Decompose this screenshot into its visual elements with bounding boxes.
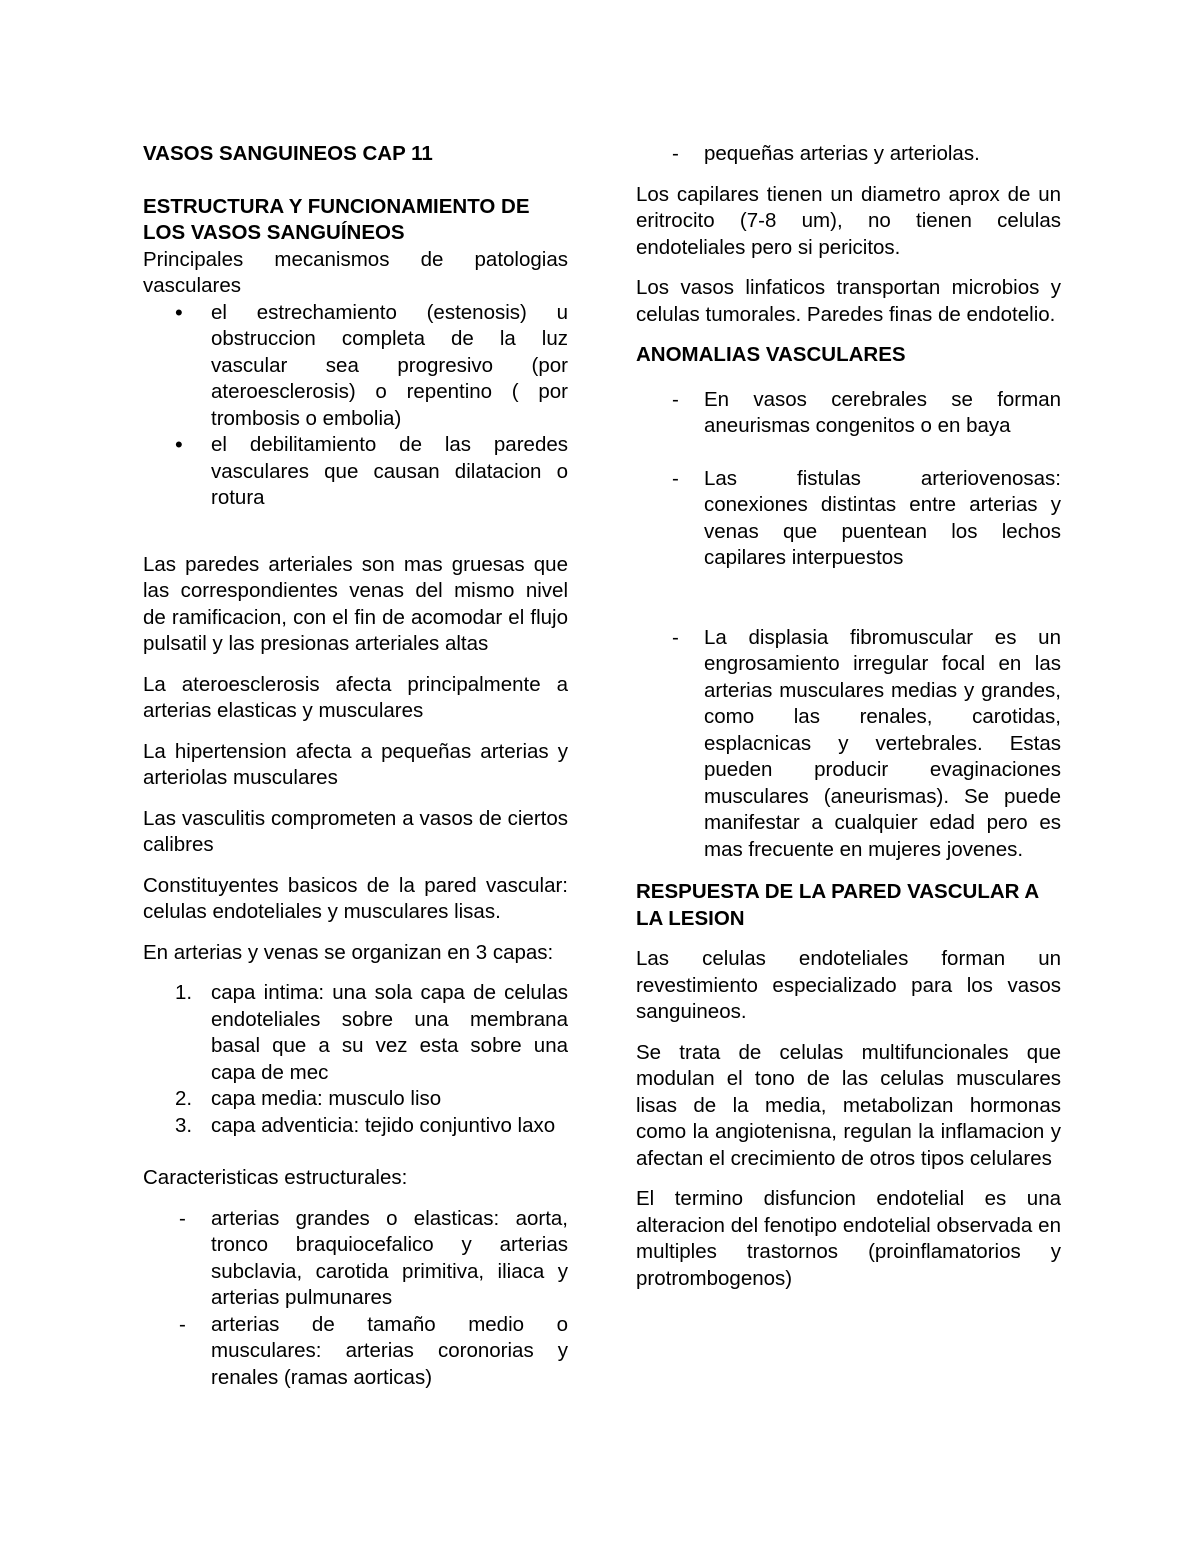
arteries-list [143,1206,568,1392]
paragraph-disfuncion: El termino disfuncion endotelial es una alteracion del fenotipo endotelial observada en multiples trastornos (proinflamatorios y protrombogenos) [636,1187,1061,1290]
right-column [636,141,1061,1292]
section-heading-anomalias: ANOMALIAS VASCULARES [636,343,906,366]
paragraph-vasculitis: Las vasculitis comprometen a vasos de ciertos calibres [143,806,568,856]
list-item: • el estrechamiento (estenosis) u obstruccion completa de la luz vascular sea progresivo (por ateroesclerosis) o repentino ( por trombosis o embolia) [143,300,568,433]
list-number: 1. [175,981,193,1004]
paragraph-endoteliales: Las celulas endoteliales forman un revestimiento especializado para los vasos sanguineos. [636,947,1061,1023]
paragraph-capilares: Los capilares tienen un diametro aprox de un eritrocito (7-8 um), no tienen celulas endoteliales pero si pericitos. [636,182,1061,259]
list-item [143,1086,568,1113]
list-number: 2. [175,1087,193,1110]
continued-list [636,141,1061,168]
paragraph-ateroesclerosis: La ateroesclerosis afecta principalmente a arterias elasticas y musculares [143,672,568,722]
section-heading-estructura: ESTRUCTURA Y FUNCIONAMIENTO DE LOS VASOS SANGUÍNEOS [143,194,530,244]
list-item-text: capa media: musculo liso [211,1087,442,1110]
list-item: - arterias grandes o elasticas: aorta, tronco braquiocefalico y arterias subclavia, carotida primitiva, iliaca y arterias pulmunares [143,1206,568,1312]
list-item [143,980,568,1086]
layers-list [143,980,568,1139]
list-item [143,1113,568,1140]
list-item: - pequeñas arterias y arteriolas. [636,141,1061,168]
paragraph-linfaticos: Los vasos linfaticos transportan microbios y celulas tumorales. Paredes finas de endotelio. [636,276,1061,326]
paragraph-hipertension: La hipertension afecta a pequeñas arterias y arteriolas musculares [143,739,568,789]
paragraph-capas-intro: En arterias y venas se organizan en 3 capas: [143,940,554,964]
paragraph-multifuncionales: Se trata de celulas multifuncionales que modulan el tono de las celulas musculares lisas de la media, metabolizan hormonas como la angiotenisna, regulan la inflamacion y afectan el crecimiento de otros tipos celulares [636,1040,1061,1170]
paragraph-constituyentes: Constituyentes basicos de la pared vascular: celulas endoteliales y musculares lisas. [143,873,568,923]
list-item: - Las fistulas arteriovenosas: conexiones distintas entre arterias y venas que puentean los lechos capilares interpuestos [636,466,1061,572]
paragraph-caracteristicas: Caracteristicas estructurales: [143,1166,408,1189]
spacer [143,512,568,538]
list-item-text: capa intima: una sola capa de celulas endoteliales sobre una membrana basal que a su vez esta sobre una capa de mec [211,981,568,1084]
section-heading-respuesta: RESPUESTA DE LA PARED VASCULAR A LA LESION [636,880,1039,930]
list-item: • el debilitamiento de las paredes vasculares que causan dilatacion o rotura [143,432,568,512]
list-item: - arterias de tamaño medio o musculares: arterias coronorias y renales (ramas aorticas) [143,1312,568,1392]
list-number: 3. [175,1113,193,1137]
list-item: - En vasos cerebrales se forman aneurismas congenitos o en baya [636,387,1061,440]
paragraph-arterial-walls: Las paredes arteriales son mas gruesas que las correspondientes venas del mismo nivel de ramificacion, con el fin de acomodar el flujo pulsatil y las presionas arteriales altas [143,552,568,655]
list-item-text: capa adventicia: tejido conjuntivo laxo [211,1113,556,1137]
intro-text: Principales mecanismos de patologias vasculares [143,247,568,297]
document-title: VASOS SANGUINEOS CAP 11 [143,142,433,165]
anomalias-list [636,387,1061,864]
mechanisms-list [143,300,568,512]
left-column [143,141,568,1391]
list-item: - La displasia fibromuscular es un engrosamiento irregular focal en las arterias musculares medias y grandes, como las renales, carotidas, esplacnicas y vertebrales. Estas pueden producir evaginaciones musculares (aneurismas). Se puede manifestar a cualquier edad pero es mas frecuente en mujeres jovenes. [636,625,1061,864]
